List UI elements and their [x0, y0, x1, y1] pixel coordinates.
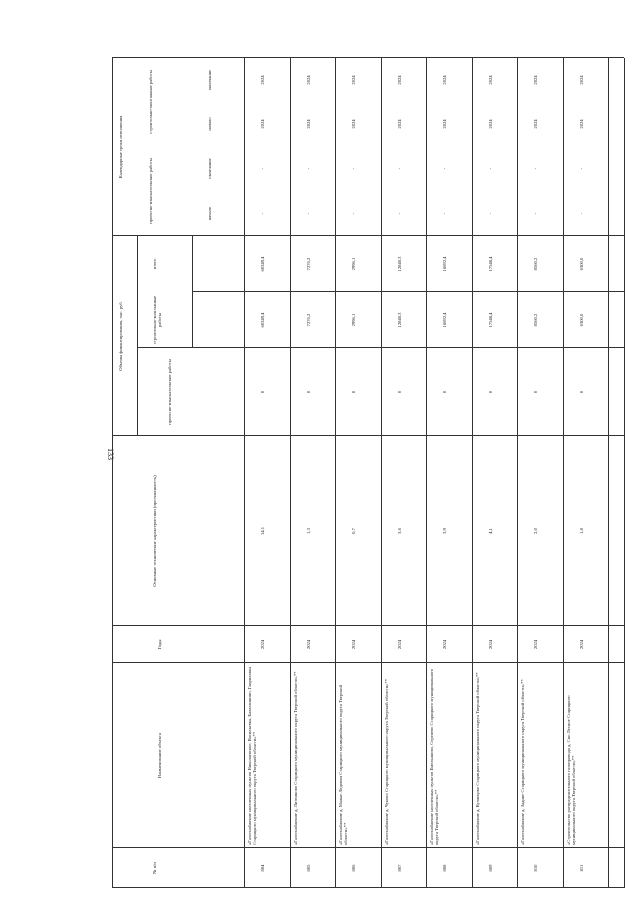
- row-sched-construction-end: 2024: [351, 75, 356, 85]
- row-sched-design-start: -: [442, 212, 447, 215]
- header-fin-total: итого: [152, 258, 157, 270]
- row-year: 2024: [487, 639, 493, 650]
- row-name: «Газоснабжение населенных пунктов Емельяново, Сергиево Старицкого муниципального округа Тверской области»**: [429, 668, 440, 845]
- row-sched-design-start: -: [487, 212, 493, 215]
- row-sched-design-end: -: [533, 167, 538, 170]
- row-fin-construction: 7276,2: [305, 313, 311, 327]
- row-sched-construction-start: 2024: [305, 119, 311, 129]
- row-num: 808: [442, 864, 447, 872]
- row-num: 811: [578, 864, 584, 872]
- row-num: 804: [260, 864, 265, 872]
- header-years: Годы: [157, 639, 162, 650]
- row-fin-total: 12840,3: [396, 256, 402, 272]
- row-name: «Газоснабжение населенных пунктов Николаевское, Васильевка, Балаганнино, Гавриловка Старицкого муниципального округа Тверской области»**: [247, 666, 258, 845]
- row-fin-construction: 8560,2: [533, 313, 538, 327]
- row-sched-design-end: -: [487, 167, 493, 170]
- rotated-table: [112, 58, 624, 888]
- page-number: 133: [106, 448, 115, 460]
- row-fin-construction: 16692,4: [442, 312, 447, 328]
- row-fin-construction: 17548,4: [487, 312, 493, 328]
- header-characteristics: Основные технические характеристики (протяженность): [152, 475, 157, 587]
- row-name: «Газоснабжение д. Кузнецово Старицкого муниципального округа Тверской области»**: [474, 672, 480, 845]
- row-sched-design-end: -: [578, 167, 584, 170]
- row-fin-total: 2996,1: [351, 257, 356, 271]
- row-sched-construction-start: 2024: [487, 119, 493, 129]
- header-fin-design: проектно-изыскательские работы: [167, 359, 172, 425]
- row-sched-construction-start: 2024: [396, 119, 402, 129]
- header-name: Наименование объекта: [157, 733, 162, 778]
- row-year: 2024: [578, 639, 584, 650]
- row-sched-design-end: -: [442, 167, 447, 170]
- row-sched-design-start: -: [351, 212, 356, 215]
- row-length: 14,1: [260, 526, 265, 536]
- row-fin-design: 0: [578, 390, 584, 394]
- row-sched-construction-end: 2024: [442, 75, 447, 85]
- row-sched-design-start: -: [533, 212, 538, 215]
- header-financing: Объемы финансирования, тыс. руб.: [118, 301, 123, 371]
- row-name: «Газоснабжение д. Малые Ледовки Старицкого муниципального округа Тверской области»**: [338, 685, 349, 845]
- header-sched-design-end: окончание: [207, 158, 212, 179]
- row-fin-design: 0: [442, 390, 447, 394]
- row-length: 0,7: [351, 528, 356, 534]
- row-fin-total: 17548,4: [487, 256, 493, 272]
- row-fin-construction: 2996,1: [351, 313, 356, 327]
- row-fin-total: 6300,0: [578, 257, 584, 271]
- header-sched-construction: строительно-монтажные работы: [148, 70, 153, 134]
- header-sched-construction-start: начало: [207, 117, 212, 131]
- row-sched-design-start: -: [578, 212, 584, 215]
- row-sched-design-end: -: [305, 167, 311, 170]
- row-fin-design: 0: [305, 390, 311, 394]
- row-sched-construction-start: 2024: [533, 119, 538, 129]
- row-sched-construction-end: 2024: [396, 75, 402, 85]
- row-sched-construction-start: 2024: [442, 119, 447, 129]
- header-fin-construction: строительно-монтажные работы: [152, 295, 163, 345]
- row-sched-design-end: -: [351, 167, 356, 170]
- row-num: 810: [533, 864, 538, 872]
- row-fin-construction: 60349,4: [260, 312, 265, 328]
- row-num: 805: [305, 864, 311, 872]
- row-name: «Строительство распределительного газопровода д. Сно Лесное Старицкого муниципального округа Тверской области»**: [565, 695, 576, 845]
- row-name: «Газоснабжение д. Чуково Старицкого муниципального округа Тверской области»**: [383, 678, 389, 845]
- row-fin-total: 7276,2: [305, 257, 311, 271]
- row-sched-design-start: -: [396, 212, 402, 215]
- row-sched-construction-end: 2024: [260, 75, 265, 85]
- row-num: 809: [487, 864, 493, 872]
- row-name: «Газоснабжение д. Задние Старицкого муниципального округа Тверской области»**: [520, 679, 525, 845]
- row-length: 1,3: [305, 528, 311, 534]
- row-length: 2,0: [533, 528, 538, 534]
- row-year: 2024: [351, 639, 356, 650]
- row-fin-design: 0: [396, 390, 402, 394]
- header-result: [160, 104, 170, 114]
- header-num: № п/п: [152, 862, 157, 874]
- row-fin-design: 0: [487, 390, 493, 394]
- row-sched-construction-end: 2024: [578, 75, 584, 85]
- row-year: 2024: [396, 639, 402, 650]
- row-fin-design: 0: [533, 390, 538, 394]
- header-sched-design: проектно-изыскательские работы: [148, 158, 153, 224]
- row-sched-design-start: -: [260, 212, 265, 215]
- row-fin-design: 0: [260, 390, 265, 394]
- row-sched-design-end: -: [396, 167, 402, 170]
- row-year: 2024: [305, 639, 311, 650]
- header-sched-construction-end: окончание: [207, 69, 212, 91]
- row-fin-total: 60349,4: [260, 256, 265, 272]
- header-sched-design-start: начало: [207, 206, 212, 221]
- row-year: 2024: [533, 639, 538, 650]
- row-sched-construction-end: 2024: [487, 75, 493, 85]
- row-name: «Газоснабжение д. Литвиново Старицкого муниципального округа Тверской области»**: [292, 671, 298, 845]
- header-schedule: Календарные сроки исполнения: [118, 115, 123, 179]
- row-sched-construction-start: 2024: [260, 119, 265, 129]
- row-num: 806: [351, 864, 356, 872]
- row-num: 807: [396, 864, 402, 872]
- row-length: 3,9: [442, 528, 447, 534]
- row-fin-total: 8560,2: [533, 257, 538, 271]
- row-fin-design: 0: [351, 390, 356, 394]
- row-sched-design-end: -: [260, 167, 265, 170]
- row-year: 2024: [260, 639, 265, 650]
- row-sched-construction-end: 2024: [305, 75, 311, 85]
- row-fin-construction: 6300,0: [578, 313, 584, 327]
- row-fin-total: 16692,4: [442, 256, 447, 272]
- row-sched-construction-end: 2024: [533, 75, 538, 85]
- row-sched-construction-start: 2024: [351, 119, 356, 129]
- row-fin-construction: 12840,3: [396, 312, 402, 328]
- row-sched-construction-start: 2024: [578, 119, 584, 129]
- row-year: 2024: [442, 639, 447, 650]
- row-length: 1,8: [578, 528, 584, 534]
- row-length: 4,1: [487, 528, 493, 534]
- row-length: 3,6: [396, 528, 402, 534]
- row-sched-design-start: -: [305, 212, 311, 215]
